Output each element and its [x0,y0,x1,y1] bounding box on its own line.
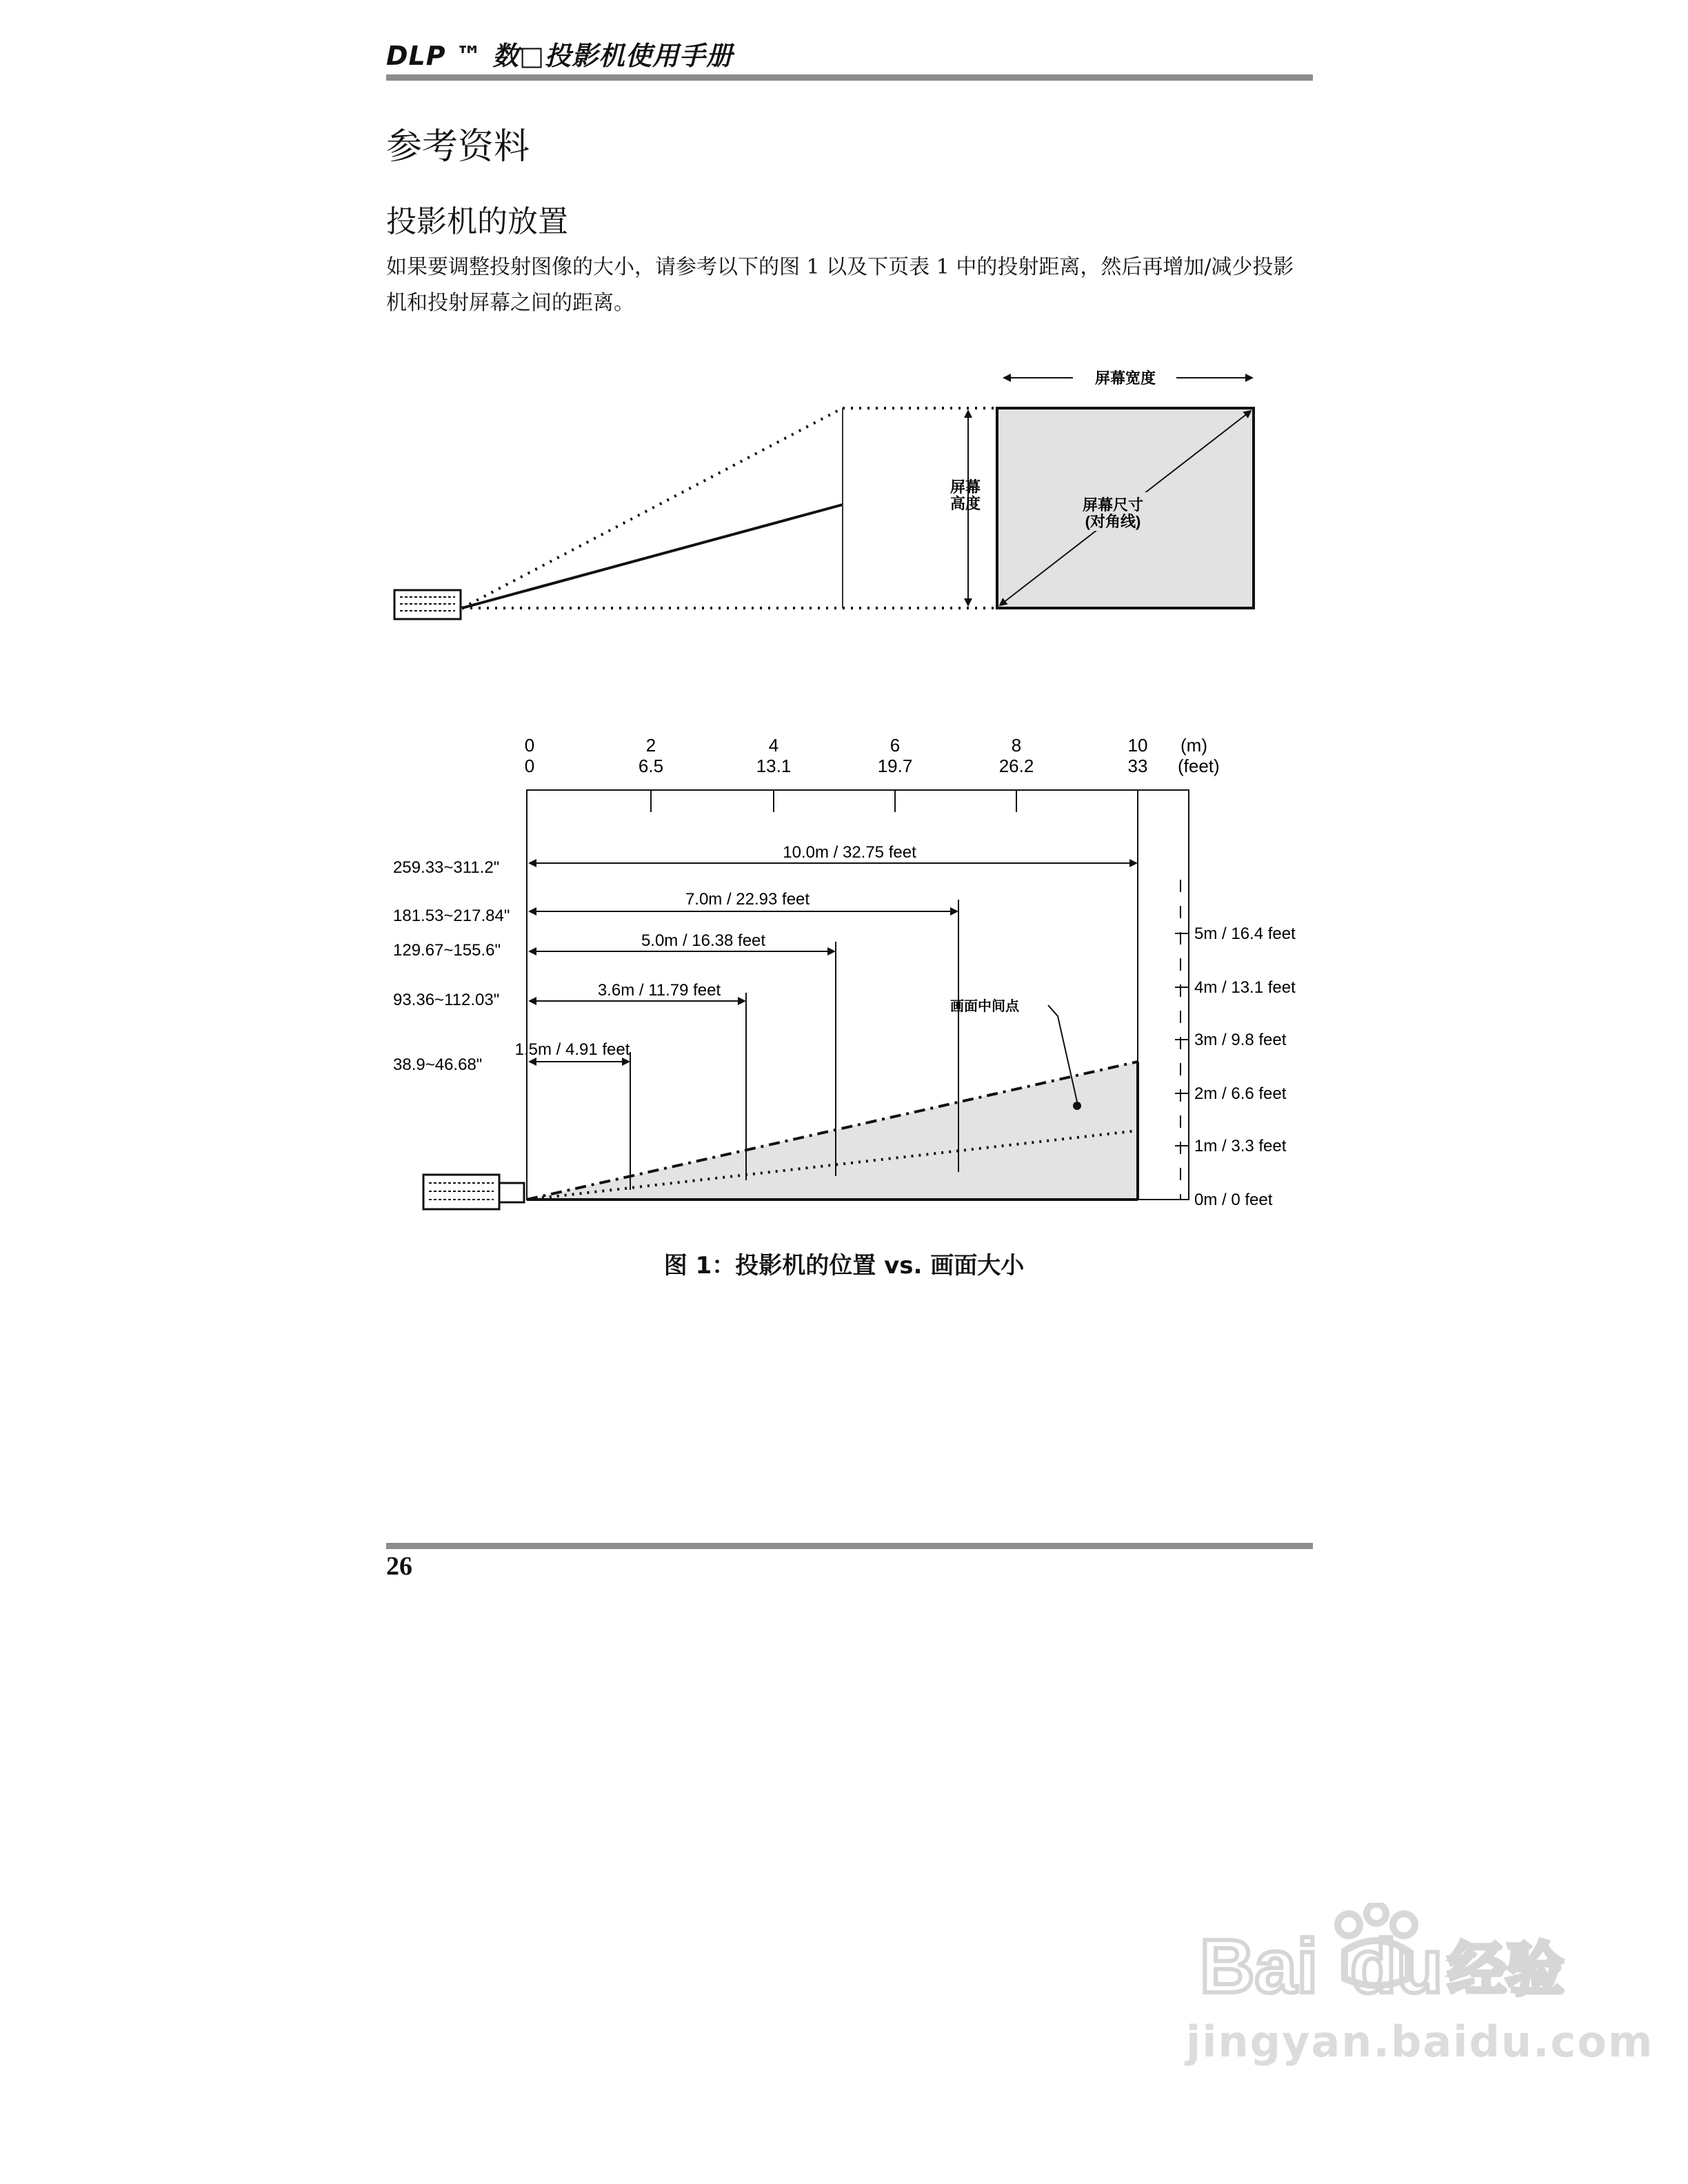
center-point-marker [1073,1102,1081,1110]
diag-label: 259.33~311.2" [393,858,500,877]
projection-ray-top [462,408,843,608]
figure-caption: 图 1：投影机的位置 vs. 画面大小 [663,1252,1025,1280]
diag-label: 181.53~217.84" [393,907,510,925]
distance-label: 10.0m / 32.75 feet [783,843,916,862]
projector-icon [394,590,461,619]
tick-feet: 13.1 [756,756,792,776]
screen-geometry-diagram [0,0,1688,689]
screen-size-label: 屏幕尺寸 [1082,496,1144,514]
right-axis-label: 2m / 6.6 feet [1194,1084,1287,1103]
unit-m: (m) [1180,735,1207,756]
svg-text:du: du [1350,1924,1443,2006]
right-axis-label: 1m / 3.3 feet [1194,1137,1287,1155]
tick-m: 0 [524,735,535,756]
tick-feet: 33 [1127,756,1148,776]
distance-label: 7.0m / 22.93 feet [685,890,810,909]
tick-m: 4 [768,735,779,756]
svg-text:经验: 经验 [1448,1937,1565,2002]
page-number: 26 [386,1552,412,1581]
footer-rule [386,1543,1313,1549]
right-axis [1175,880,1296,1209]
top-axis [525,735,1220,776]
right-axis-label: 4m / 13.1 feet [1194,978,1296,997]
projector-icon [423,1175,524,1209]
unit-feet: (feet) [1178,756,1220,776]
baidu-watermark-url: jingyan.baidu.com [1186,2016,1654,2067]
svg-text:Bai: Bai [1200,1924,1318,2006]
tick-m: 8 [1011,735,1022,756]
baidu-watermark-logo [1186,1903,1572,2006]
tick-m: 6 [890,735,901,756]
tick-feet: 19.7 [877,756,913,776]
distance-label: 5.0m / 16.38 feet [641,931,766,950]
tick-m: 10 [1127,735,1148,756]
right-axis-label: 3m / 9.8 feet [1194,1031,1287,1049]
tick-m: 2 [645,735,656,756]
svg-text:高度: 高度 [950,495,981,512]
screen-width-label: 屏幕宽度 [1094,370,1156,387]
body-paragraph: 如果要调整投射图像的大小，请参考以下的图 1 以及下页表 1 中的投射距离，然后再增加/减少投影机和投射屏幕之间的距离。 [386,255,1294,315]
screen-height-label: 屏幕 [950,478,981,496]
projection-ray-center [462,505,843,608]
diag-label: 129.67~155.6" [393,941,501,960]
diagonal-labels [393,858,510,1074]
right-axis-label: 0m / 0 feet [1194,1191,1273,1209]
distance-label: 3.6m / 11.79 feet [597,981,721,1000]
section-title: 参考资料 [386,126,530,168]
header-title: DLP ™ 数□投影机使用手册 [386,41,733,71]
tick-feet: 26.2 [998,756,1034,776]
distance-label: 1.5m / 4.91 feet [514,1040,630,1059]
section-subtitle: 投影机的放置 [386,204,568,239]
tick-feet: 6.5 [638,756,664,776]
distance-chart [0,689,1688,1241]
diag-label: 93.36~112.03" [393,991,500,1009]
tick-feet: 0 [524,756,535,776]
svg-text:(对角线): (对角线) [1085,513,1141,530]
right-axis-label: 5m / 16.4 feet [1194,924,1296,943]
center-point-label: 画面中间点 [950,999,1019,1014]
diag-label: 38.9~46.68" [393,1055,483,1074]
